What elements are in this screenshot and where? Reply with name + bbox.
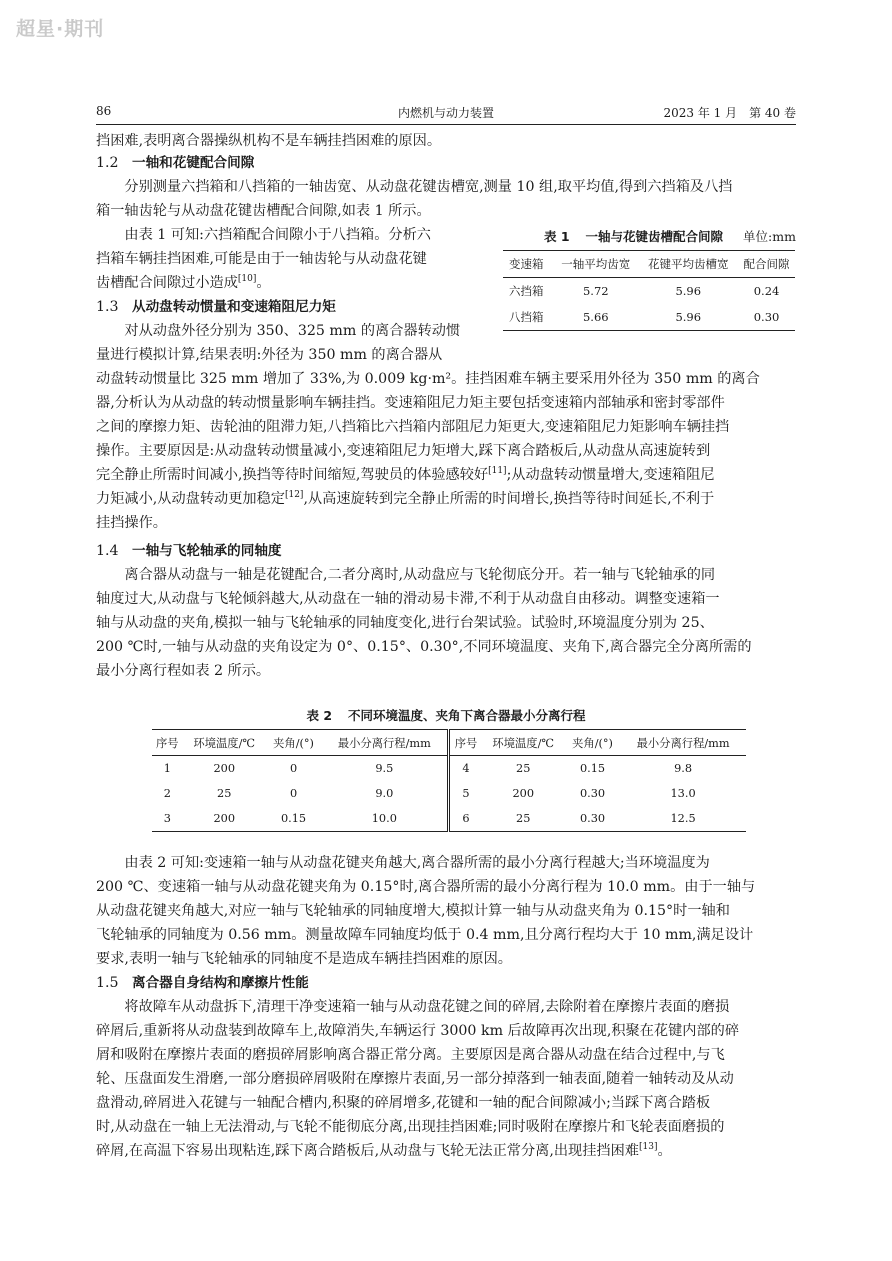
table-cell: 六挡箱 [509,284,544,298]
section-heading-1-2 [96,153,254,173]
publisher-watermark: 超星·期刊 [16,18,105,40]
table-cell: 25 [217,787,232,800]
table-cell: 0.30 [579,812,606,825]
column-header: 夹角/(°) [572,736,613,750]
paragraph-line: 200 ℃时,一轴与从动盘的夹角设定为 0°、0.15°、0.30°,不同环境温度、夹角下,离合器完全分离所需的 [96,639,752,655]
table-cell: 5.96 [675,284,702,298]
text-run: 碎屑,在高温下容易出现粘连,踩下离合踏板后,从动盘与飞轮无法正常分离,出现挂挡困难 [96,1143,639,1159]
paragraph-line: 将故障车从动盘拆下,清理干净变速箱一轴与从动盘花键之间的碎屑,去除附着在摩擦片表面的磨损 [96,999,730,1015]
table-title: 不同环境温度、夹角下离合器最小分离行程 [348,708,586,723]
table-row [503,304,795,331]
page-number: 86 [96,104,112,118]
column-header: 花键平均齿槽宽 [648,257,729,271]
paragraph-line: 动盘转动惯量比 325 mm 增加了 33%,为 0.009 kg·m²。挂挡困难车辆主要采用外径为 350 mm 的离合 [96,371,760,387]
table-cell: 200 [213,762,236,775]
table-title: 一轴与花键齿槽配合间隙 [585,229,724,244]
table-cell: 0.24 [753,284,780,298]
table-row [152,806,746,832]
paragraph-line: 操作。主要原因是:从动盘转动惯量减小,变速箱阻尼力矩增大,踩下离合踏板后,从动盘从高速旋转到 [96,443,711,459]
table-unit: 单位:mm [743,229,796,244]
table-1 [503,250,795,331]
paragraph-line [96,465,715,485]
text-run: 齿槽配合间隙过小造成 [96,275,238,291]
section-number: 1.5 [96,975,119,991]
table-cell: 10.0 [321,806,449,832]
text-run: ;从动盘转动惯量增大,变速箱阻尼 [506,467,715,483]
paragraph-line: 对从动盘外径分别为 350、325 mm 的离合器转动惯 [96,323,461,339]
table-cell: 0 [289,762,298,775]
citation-ref: [12] [284,490,304,500]
table-row [152,756,746,782]
table-cell: 0.15 [579,762,606,775]
text-run: 完全静止所需时间减小,换挡等待时间缩短,驾驶员的体验感较好 [96,467,489,483]
section-number: 1.4 [96,543,119,559]
paragraph-line [96,1141,672,1161]
paragraph-line: 最小分离行程如表 2 所示。 [96,663,271,679]
table-cell: 0.15 [280,812,307,825]
table-2-caption [0,706,892,724]
table-cell: 12.5 [670,812,696,825]
table-cell: 5.96 [675,310,702,324]
table-number: 表 2 [306,708,333,723]
table-row [152,781,746,806]
table-cell: 4 [462,762,470,775]
table-cell: 5 [462,787,470,800]
text-run: 。 [657,1143,672,1159]
section-title: 一轴和花键配合间隙 [132,155,255,171]
section-title: 离合器自身结构和摩擦片性能 [132,975,309,991]
paragraph-line: 碎屑后,重新将从动盘装到故障车上,故障消失,车辆运行 3000 km 后故障再次出现,积聚在花键内部的碎 [96,1023,740,1039]
citation-ref: [10] [237,274,257,284]
paragraph-line: 轮、压盘面发生滑磨,一部分磨损碎屑吸附在摩擦片表面,另一部分掉落到一轴表面,随着一轴转动及从动 [96,1071,734,1087]
paragraph-line: 由表 2 可知:变速箱一轴与从动盘花键夹角越大,离合器所需的最小分离行程越大;当环境温度为 [96,855,710,871]
column-header: 夹角/(°) [273,736,314,750]
table-1-caption [500,227,800,245]
paragraph-line: 箱一轴齿轮与从动盘花键齿槽配合间隙,如表 1 所示。 [96,203,431,219]
citation-ref: [11] [488,466,507,476]
paragraph-line: 挂挡操作。 [96,515,167,531]
column-header: 环境温度/℃ [492,736,555,750]
section-title: 从动盘转动惯量和变速箱阻尼力矩 [132,299,336,315]
paragraph-line: 量进行模拟计算,结果表明:外径为 350 mm 的离合器从 [96,347,443,363]
paragraph-line: 轴与从动盘的夹角,模拟一轴与飞轮轴承的同轴度变化,进行台架试验。试验时,环境温度分别为 25、 [96,615,714,631]
column-header: 一轴平均齿宽 [561,257,631,271]
citation-ref: [13] [638,1142,658,1152]
table-2 [152,729,746,832]
section-number: 1.2 [96,155,119,171]
table-cell: 0.30 [579,787,606,800]
table-cell: 5.72 [582,284,609,298]
paragraph-line: 时,从动盘在一轴上无法滑动,与飞轮不能彻底分离,出现挂挡困难;同时吸附在摩擦片和飞轮表面磨损的 [96,1119,725,1135]
table-cell: 9.5 [321,756,449,782]
paragraph-line: 器,分析认为从动盘的转动惯量影响车辆挂挡。变速箱阻尼力矩主要包括变速箱内部轴承和密封零部件 [96,395,725,411]
table-cell: 200 [512,787,535,800]
table-number: 表 1 [544,229,570,244]
paragraph-line [96,489,714,509]
paragraph-line: 200 ℃、变速箱一轴与从动盘花键夹角为 0.15°时,离合器所需的最小分离行程为 10.0 mm。由于一轴与 [96,879,756,895]
table-cell: 9.0 [321,781,449,806]
table-cell: 9.8 [674,762,693,775]
paragraph-line: 由表 1 可知:六挡箱配合间隙小于八挡箱。分析六 [96,227,431,243]
column-header: 环境温度/℃ [193,736,256,750]
table-cell: 13.0 [670,787,696,800]
paragraph-line: 要求,表明一轴与飞轮轴承的同轴度不是造成车辆挂挡困难的原因。 [96,951,512,967]
column-header: 序号 [155,736,179,750]
table-cell: 200 [213,812,236,825]
paragraph-line: 盘滑动,碎屑进入花键与一轴配合槽内,积聚的碎屑增多,花键和一轴的配合间隙减小;当踩下离合踏板 [96,1095,711,1111]
paragraph-line: 屑和吸附在摩擦片表面的磨损碎屑影响离合器正常分离。主要原因是离合器从动盘在结合过程中,与飞 [96,1047,725,1063]
column-header: 变速箱 [509,257,544,271]
paragraph-line: 轴度过大,从动盘与飞轮倾斜越大,从动盘在一轴的滑动易卡滞,不利于从动盘自由移动。调整变速箱一 [96,591,720,607]
table-cell: 0 [289,787,298,800]
paragraph-line [96,273,271,293]
paragraph-line: 挡箱车辆挂挡困难,可能是由于一轴齿轮与从动盘花键 [96,251,427,267]
paragraph-line: 飞轮轴承的同轴度为 0.56 mm。测量故障车同轴度均低于 0.4 mm,且分离行程均大于 10 mm,满足设计 [96,927,754,943]
column-header: 最小分离行程/mm [636,736,730,750]
column-header: 序号 [454,736,478,750]
table-cell: 6 [462,812,470,825]
table-cell: 25 [516,762,531,775]
table-cell: 八挡箱 [509,310,544,324]
paragraph-line: 挡困难,表明离合器操纵机构不是车辆挂挡困难的原因。 [96,133,442,149]
table-header-row [152,730,746,756]
section-heading-1-4 [96,541,282,561]
section-number: 1.3 [96,299,119,315]
text-run: 。 [256,275,271,291]
table-cell: 3 [163,812,171,825]
text-run: 力矩减小,从动盘转动更加稳定 [96,491,285,507]
table-cell: 2 [163,787,171,800]
table-row [503,278,795,305]
table-cell: 25 [516,812,531,825]
table-cell: 5.66 [582,310,609,324]
paragraph-line: 分别测量六挡箱和八挡箱的一轴齿宽、从动盘花键齿槽宽,测量 10 组,取平均值,得到六挡箱及八挡 [96,179,733,195]
column-header: 最小分离行程/mm [321,730,449,756]
paragraph-line: 离合器从动盘与一轴是花键配合,二者分离时,从动盘应与飞轮彻底分开。若一轴与飞轮轴承的同 [96,567,716,583]
section-heading-1-3 [96,297,336,317]
table-header-row [503,251,795,278]
running-header [96,104,796,125]
journal-name: 内燃机与动力装置 [397,106,494,120]
paragraph-line: 从动盘花键夹角越大,对应一轴与飞轮轴承的同轴度增大,模拟计算一轴与从动盘夹角为 0.15°时一轴和 [96,903,730,919]
text-run: ,从高速旋转到完全静止所需的时间增长,换挡等待时间延长,不利于 [303,491,715,507]
issue-info: 2023 年 1 月 第 40 卷 [663,106,796,120]
paragraph-line: 之间的摩擦力矩、齿轮油的阻滞力矩,八挡箱比六挡箱内部阻尼力矩更大,变速箱阻尼力矩影响车辆挂挡 [96,419,730,435]
section-title: 一轴与飞轮轴承的同轴度 [132,543,282,559]
column-header: 配合间隙 [743,257,790,271]
table-cell: 0.30 [753,310,780,324]
section-heading-1-5 [96,973,309,993]
table-cell: 1 [163,762,171,775]
